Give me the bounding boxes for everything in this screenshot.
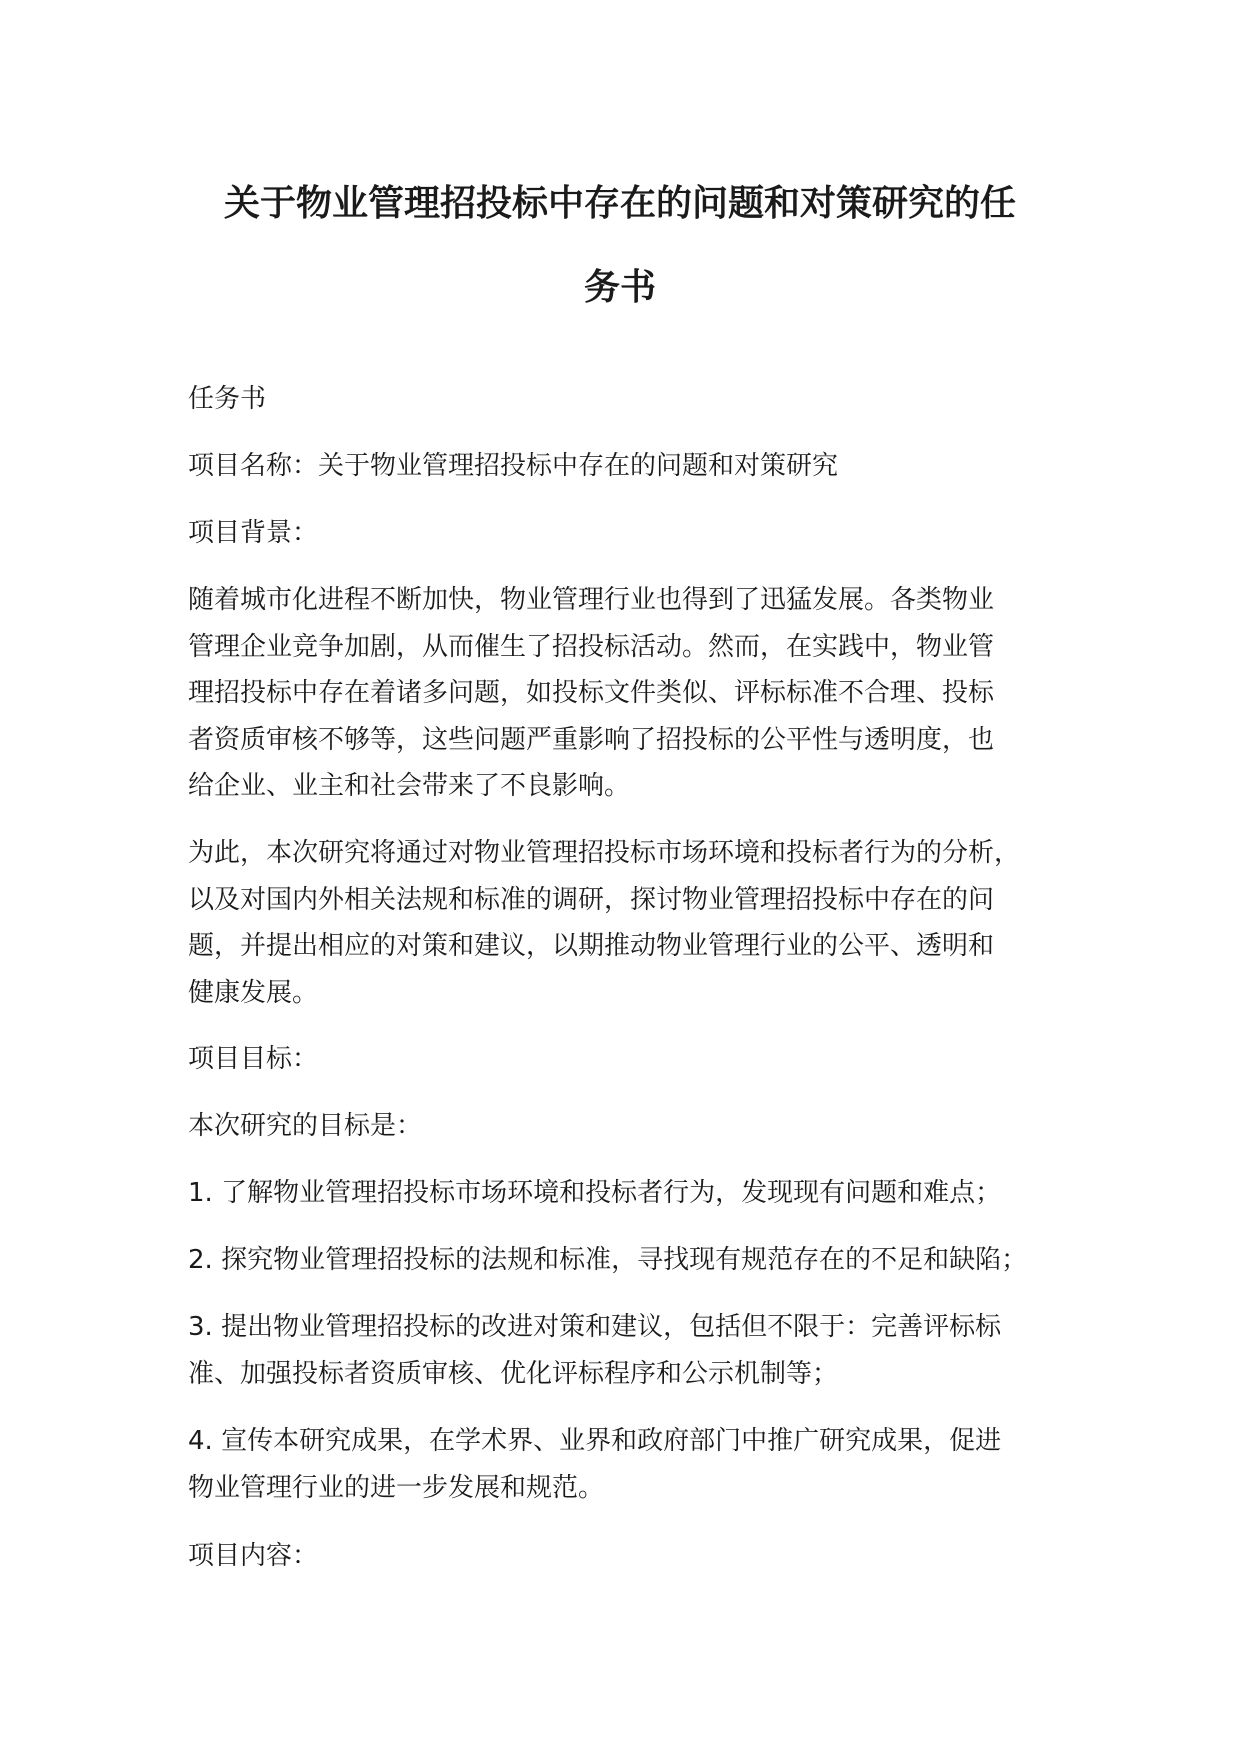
text-line: 准、加强投标者资质审核、优化评标程序和公示机制等；	[188, 1358, 839, 1389]
text-line: 项目背景：	[188, 518, 319, 548]
paragraph-project-goals-heading	[188, 1036, 1078, 1083]
text-line: 项目目标：	[188, 1044, 319, 1074]
paragraph-task-book	[188, 376, 1078, 423]
text-line: 理招投标中存在着诸多问题，如投标文件类似、评标标准不合理、投标	[188, 678, 995, 708]
text-line: 以及对国内外相关法规和标准的调研，探讨物业管理招投标中存在的问	[188, 884, 995, 915]
document-title-line-1: 关于物业管理招投标中存在的问题和对策研究的任	[223, 183, 1016, 224]
text-line: 随着城市化进程不断加快，物业管理行业也得到了迅猛发展。各类物业	[188, 585, 995, 615]
list-item-goal-4	[188, 1418, 1078, 1511]
text-line: 2. 探究物业管理招投标的法规和标准，寻找现有规范存在的不足和缺陷；	[188, 1245, 1028, 1275]
paragraph-goals-intro	[188, 1103, 1078, 1150]
text-line: 3. 提出物业管理招投标的改进对策和建议，包括但不限于：完善评标标	[188, 1312, 1002, 1342]
paragraph-research-approach	[188, 830, 1078, 1016]
text-line: 4. 宣传本研究成果，在学术界、业界和政府部门中推广研究成果，促进	[188, 1426, 1002, 1456]
text-line: 1. 了解物业管理招投标市场环境和投标者行为，发现现有问题和难点；	[188, 1178, 1002, 1208]
paragraph-project-content-heading	[188, 1533, 1078, 1580]
text-line: 项目名称：关于物业管理招投标中存在的问题和对策研究	[188, 451, 839, 481]
text-line: 为此，本次研究将通过对物业管理招投标市场环境和投标者行为的分析，	[188, 838, 1021, 868]
text-line: 物业管理行业的进一步发展和规范。	[188, 1472, 605, 1503]
text-line: 管理企业竞争加剧，从而催生了招投标活动。然而，在实践中，物业管	[188, 631, 995, 662]
paragraph-project-background-heading	[188, 510, 1078, 557]
list-item-goal-2	[188, 1237, 1078, 1284]
paragraph-background-body	[188, 577, 1078, 810]
list-item-goal-3	[188, 1304, 1078, 1397]
text-line: 本次研究的目标是：	[188, 1111, 423, 1141]
text-line: 项目内容：	[188, 1541, 319, 1571]
document-title-line-2: 务书	[583, 267, 656, 308]
text-line: 任务书	[188, 384, 267, 414]
list-item-goal-1	[188, 1170, 1078, 1217]
text-line: 健康发展。	[188, 977, 319, 1008]
paragraph-project-name	[188, 443, 1078, 490]
text-line: 题，并提出相应的对策和建议，以期推动物业管理行业的公平、透明和	[188, 931, 995, 961]
text-line: 者资质审核不够等，这些问题严重影响了招投标的公平性与透明度，也	[188, 724, 995, 755]
text-line: 给企业、业主和社会带来了不良影响。	[188, 771, 631, 801]
